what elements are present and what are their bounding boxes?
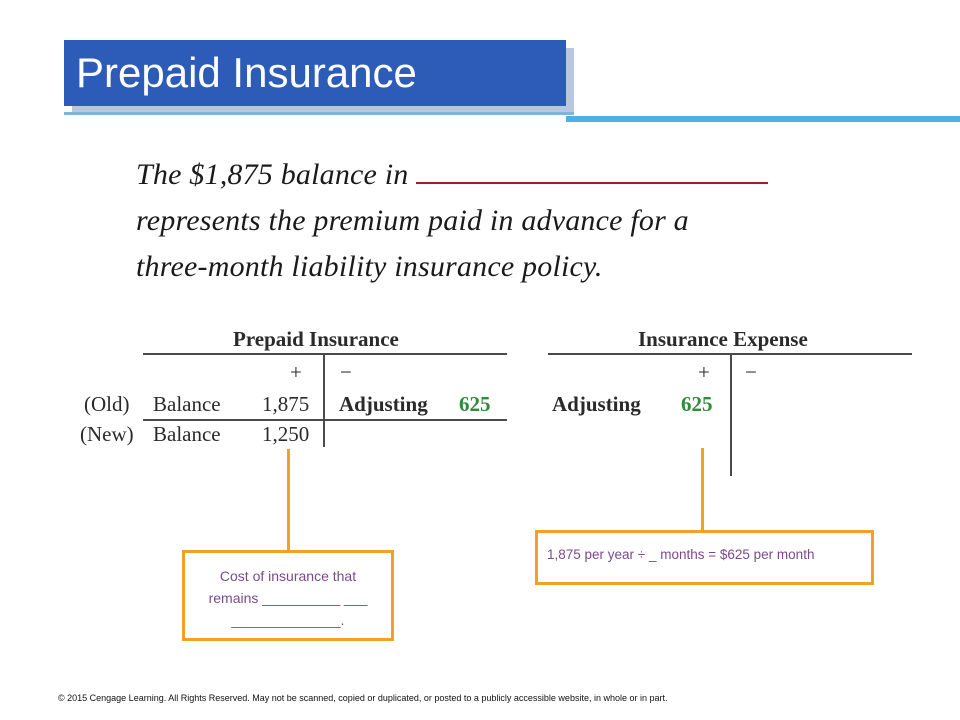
prepaid-adjusting-value: 625 <box>459 392 491 416</box>
prepaid-minus: − <box>340 360 352 384</box>
copyright-footer: © 2015 Cengage Learning. All Rights Reserved. May not be scanned, copied or duplicated, or posted to a publicly accessible website, in whole or in part. <box>58 693 668 703</box>
slide-title: Prepaid Insurance <box>64 40 566 106</box>
prepaid-account-top-line <box>143 353 507 355</box>
new-label: (New) <box>80 422 134 446</box>
right-callout-connector <box>701 448 704 532</box>
prepaid-account-center-line <box>323 354 325 447</box>
title-underline <box>64 112 574 115</box>
body-paragraph <box>136 152 856 290</box>
body-line-2: represents the premium paid in advance for a <box>136 204 689 237</box>
accent-rule <box>566 116 960 122</box>
expense-account-title: Insurance Expense <box>638 327 808 351</box>
prepaid-account-title: Prepaid Insurance <box>233 327 399 351</box>
body-line-3: three-month liability insurance policy. <box>136 250 603 283</box>
callout-right-text: 1,875 per year ÷ _ months = $625 per month <box>547 547 815 562</box>
expense-plus: + <box>698 360 710 384</box>
prepaid-adjusting-label: Adjusting <box>339 392 428 416</box>
callout-left-line-3: ______________. <box>231 612 345 628</box>
body-line-1-text: The $1,875 balance in <box>136 158 417 191</box>
expense-adjusting-value: 625 <box>681 392 713 416</box>
prepaid-account-mid-line <box>143 419 507 421</box>
callout-left-line-2: remains __________ ___ <box>208 590 368 606</box>
prepaid-plus: + <box>290 360 302 384</box>
monthly-cost-callout <box>535 530 874 585</box>
old-balance-value: 1,875 <box>262 392 310 416</box>
remaining-cost-callout <box>182 550 394 641</box>
new-balance-value: 1,250 <box>262 422 310 446</box>
old-label: (Old) <box>84 392 130 416</box>
expense-account-center-line <box>730 354 732 476</box>
fill-in-blank <box>416 156 768 184</box>
expense-adjusting-label: Adjusting <box>552 392 641 416</box>
left-callout-connector <box>287 449 290 552</box>
expense-minus: − <box>745 360 757 384</box>
new-balance-label: Balance <box>153 422 221 446</box>
old-balance-label: Balance <box>153 392 221 416</box>
callout-left-line-1: Cost of insurance that <box>219 568 357 584</box>
body-line-1 <box>136 152 856 198</box>
